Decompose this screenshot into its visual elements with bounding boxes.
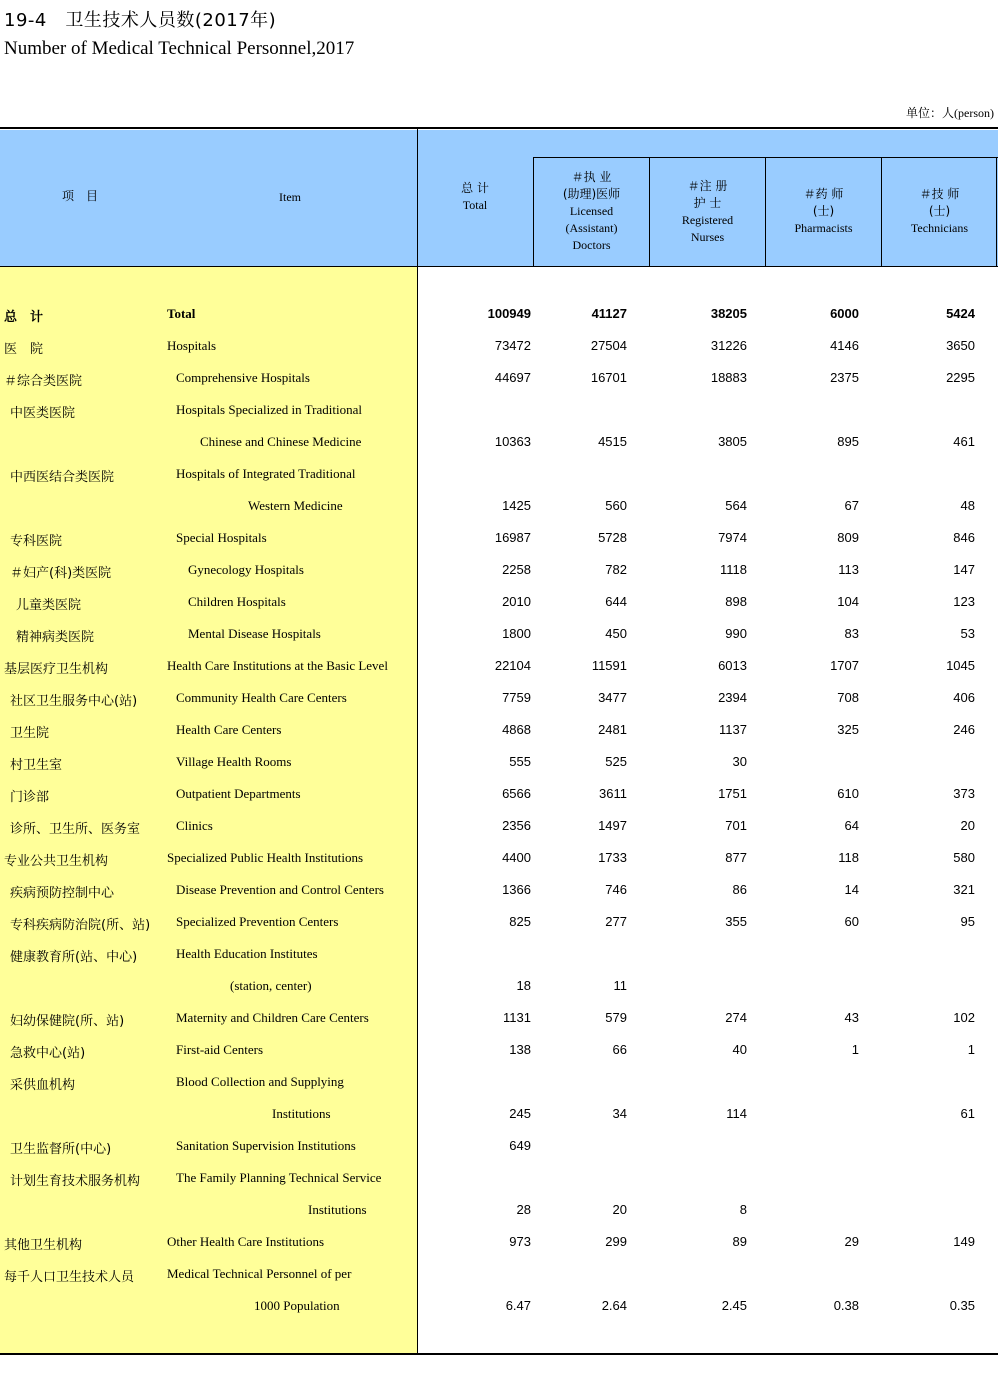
row-label-cn: 专科医院 <box>10 534 63 549</box>
cell-nurses: 114 <box>726 1106 747 1121</box>
row-label-cn: 急救中心(站) <box>10 1046 86 1061</box>
row-label-en: Medical Technical Personnel of per <box>167 1266 352 1281</box>
row-label-en: Disease Prevention and Control Centers <box>176 882 384 897</box>
row-label-en: (station, center) <box>230 978 312 993</box>
cell-pharmacists: 14 <box>844 882 859 897</box>
row-label-en: Special Hospitals <box>176 530 267 545</box>
cell-nurses: 38205 <box>710 306 747 321</box>
cell-nurses: 2.45 <box>721 1298 747 1313</box>
row-label-cn: 专业公共卫生机构 <box>4 854 109 869</box>
table-row <box>0 1226 998 1258</box>
table-row <box>0 970 998 1002</box>
cell-total: 7759 <box>502 690 531 705</box>
row-label-en: Hospitals <box>167 338 217 353</box>
cell-total: 16987 <box>494 530 531 545</box>
cell-pharmacists: 43 <box>844 1010 859 1025</box>
row-label-cn: 健康教育所(站、中心) <box>10 950 138 965</box>
row-label-cn: 医 院 <box>4 342 44 357</box>
cell-doctors: 644 <box>605 594 627 609</box>
cell-total: 973 <box>509 1234 531 1249</box>
cell-doctors: 27504 <box>590 338 627 353</box>
cell-technicians: 0.35 <box>949 1298 975 1313</box>
header-total: 总 计 Total <box>461 181 489 212</box>
row-label-en: Institutions <box>308 1202 367 1217</box>
cell-doctors: 5728 <box>598 530 627 545</box>
cell-pharmacists: 0.38 <box>833 1298 859 1313</box>
header-pharmacists: ＃药 师 (士) Pharmacists <box>794 187 853 235</box>
cell-technicians: 102 <box>953 1010 975 1025</box>
cell-total: 73472 <box>494 338 531 353</box>
row-label-cn: 社区卫生服务中心(站) <box>10 694 138 709</box>
cell-total: 10363 <box>494 434 531 449</box>
cell-doctors: 1733 <box>598 850 627 865</box>
row-label-cn: 总 计 <box>4 310 44 325</box>
table-row <box>0 458 998 490</box>
cell-doctors: 560 <box>605 498 627 513</box>
cell-total: 555 <box>509 754 531 769</box>
row-label-cn: 专科疾病防治院(所、站) <box>10 918 151 933</box>
cell-technicians: 3650 <box>946 338 975 353</box>
cell-total: 4400 <box>502 850 531 865</box>
cell-technicians: 1 <box>967 1042 975 1057</box>
table-row <box>0 682 998 714</box>
row-label-en: First-aid Centers <box>176 1042 264 1057</box>
cell-total: 44697 <box>494 370 531 385</box>
row-label-cn: 其他卫生机构 <box>4 1238 83 1253</box>
cell-pharmacists: 2375 <box>830 370 859 385</box>
cell-pharmacists: 83 <box>844 626 859 641</box>
row-label-en: Western Medicine <box>248 498 343 513</box>
cell-nurses: 31226 <box>710 338 747 353</box>
row-label-en: Chinese and Chinese Medicine <box>200 434 362 449</box>
cell-technicians: 61 <box>960 1106 975 1121</box>
table-row <box>0 906 998 938</box>
row-label-cn: 门诊部 <box>10 790 50 805</box>
table-row <box>0 1258 998 1290</box>
cell-doctors: 20 <box>612 1202 627 1217</box>
cell-technicians: 48 <box>960 498 975 513</box>
cell-pharmacists: 809 <box>837 530 859 545</box>
cell-doctors: 11591 <box>591 658 627 673</box>
cell-pharmacists: 6000 <box>830 306 859 321</box>
row-label-en: Clinics <box>176 818 213 833</box>
table-row <box>0 330 998 362</box>
cell-nurses: 355 <box>725 914 747 929</box>
table-row <box>0 490 998 522</box>
table-row <box>0 522 998 554</box>
row-label-cn: 计划生育技术服务机构 <box>10 1174 141 1189</box>
cell-technicians: 20 <box>960 818 975 833</box>
cell-total: 22104 <box>494 658 531 673</box>
cell-nurses: 1118 <box>720 562 747 577</box>
cell-pharmacists: 60 <box>844 914 859 929</box>
cell-total: 6566 <box>502 786 531 801</box>
table-row <box>0 1066 998 1098</box>
cell-nurses: 2394 <box>718 690 747 705</box>
cell-total: 18 <box>516 978 531 993</box>
unit-label <box>906 104 994 121</box>
cell-nurses: 30 <box>732 754 747 769</box>
cell-total: 649 <box>509 1138 531 1153</box>
cell-technicians: 246 <box>953 722 975 737</box>
table-row <box>0 874 998 906</box>
cell-doctors: 34 <box>612 1106 627 1121</box>
table-row <box>0 842 998 874</box>
cell-nurses: 877 <box>725 850 747 865</box>
row-label-en: Sanitation Supervision Institutions <box>176 1138 356 1153</box>
cell-technicians: 53 <box>960 626 975 641</box>
row-label-en: The Family Planning Technical Service <box>176 1170 382 1185</box>
cell-technicians: 5424 <box>946 306 975 321</box>
cell-total: 2356 <box>502 818 531 833</box>
cell-nurses: 274 <box>725 1010 747 1025</box>
row-label-cn: ＃综合类医院 <box>4 374 83 389</box>
header-bottom-rule <box>0 266 998 267</box>
row-label-en: Blood Collection and Supplying <box>176 1074 344 1089</box>
cell-nurses: 7974 <box>718 530 747 545</box>
table-row <box>0 554 998 586</box>
row-label-en: Specialized Prevention Centers <box>176 914 339 929</box>
cell-total: 28 <box>516 1202 531 1217</box>
cell-doctors: 3477 <box>598 690 627 705</box>
cell-total: 1800 <box>502 626 531 641</box>
cell-total: 6.47 <box>505 1298 531 1313</box>
cell-total: 100949 <box>487 306 531 321</box>
table-row <box>0 1002 998 1034</box>
row-label-en: Health Care Institutions at the Basic Level <box>167 658 388 673</box>
row-label-en: Health Education Institutes <box>176 946 318 961</box>
cell-pharmacists: 118 <box>838 850 859 865</box>
table-row <box>0 778 998 810</box>
page-title-en: Number of Medical Technical Personnel,2017 <box>4 38 355 59</box>
row-label-en: 1000 Population <box>254 1298 340 1313</box>
row-label-cn: ＃妇产(科)类医院 <box>10 566 112 581</box>
row-label-cn: 中西医结合类医院 <box>10 470 115 485</box>
unit-en: (person) <box>954 106 994 120</box>
cell-pharmacists: 64 <box>844 818 859 833</box>
cell-doctors: 66 <box>612 1042 627 1057</box>
cell-doctors: 2481 <box>598 722 627 737</box>
row-label-cn: 采供血机构 <box>10 1078 76 1093</box>
row-label-en: Community Health Care Centers <box>176 690 347 705</box>
cell-doctors: 579 <box>605 1010 627 1025</box>
cell-pharmacists: 1 <box>851 1042 859 1057</box>
cell-total: 1425 <box>502 498 531 513</box>
cell-technicians: 373 <box>953 786 975 801</box>
cell-pharmacists: 104 <box>837 594 859 609</box>
table-row <box>0 298 998 330</box>
page-title-cn: 19-4 卫生技术人员数(2017年) <box>4 10 277 31</box>
cell-doctors: 41127 <box>591 306 627 321</box>
row-label-cn: 疾病预防控制中心 <box>10 886 115 901</box>
cell-nurses: 1137 <box>719 722 747 737</box>
cell-technicians: 147 <box>953 562 975 577</box>
row-label-en: Specialized Public Health Institutions <box>167 850 364 865</box>
header-nurses: ＃注 册 护 士 Registered Nurses <box>681 179 734 244</box>
row-label-cn: 妇幼保健院(所、站) <box>10 1014 125 1029</box>
cell-nurses: 1751 <box>718 786 747 801</box>
cell-doctors: 16701 <box>590 370 627 385</box>
cell-nurses: 990 <box>725 626 747 641</box>
table-row <box>0 714 998 746</box>
cell-doctors: 299 <box>605 1234 627 1249</box>
cell-nurses: 8 <box>739 1202 747 1217</box>
row-label-en: Health Care Centers <box>176 722 282 737</box>
row-label-cn: 中医类医院 <box>10 406 76 421</box>
row-label-en: Village Health Rooms <box>176 754 292 769</box>
cell-nurses: 701 <box>725 818 747 833</box>
cell-technicians: 123 <box>953 594 975 609</box>
cell-total: 1131 <box>503 1010 531 1025</box>
cell-pharmacists: 325 <box>837 722 859 737</box>
table-row <box>0 1034 998 1066</box>
cell-pharmacists: 67 <box>844 498 859 513</box>
cell-pharmacists: 1707 <box>830 658 859 673</box>
table-row <box>0 362 998 394</box>
cell-doctors: 4515 <box>598 434 627 449</box>
cell-technicians: 461 <box>953 434 975 449</box>
table-row <box>0 1194 998 1226</box>
unit-cn: 单位：人 <box>906 106 955 120</box>
table-row <box>0 1130 998 1162</box>
cell-pharmacists: 29 <box>844 1234 859 1249</box>
header-item-cn: 项 目 <box>61 189 98 203</box>
cell-nurses: 564 <box>725 498 747 513</box>
cell-total: 825 <box>509 914 531 929</box>
cell-total: 4868 <box>502 722 531 737</box>
row-label-cn: 每千人口卫生技术人员 <box>4 1270 135 1285</box>
table-row <box>0 746 998 778</box>
cell-total: 1366 <box>502 882 531 897</box>
row-label-en: Maternity and Children Care Centers <box>176 1010 369 1025</box>
table-row <box>0 810 998 842</box>
cell-doctors: 1497 <box>598 818 627 833</box>
bottom-rule <box>0 1353 998 1355</box>
row-label-en: Institutions <box>272 1106 331 1121</box>
cell-doctors: 782 <box>605 562 627 577</box>
row-label-en: Gynecology Hospitals <box>188 562 304 577</box>
cell-doctors: 2.64 <box>601 1298 627 1313</box>
cell-technicians: 406 <box>953 690 975 705</box>
cell-technicians: 321 <box>953 882 975 897</box>
table-row <box>0 618 998 650</box>
row-label-cn: 村卫生室 <box>10 758 63 773</box>
header-doctors: ＃执 业 (助理)医师 Licensed (Assistant) Doctors <box>562 170 621 252</box>
cell-technicians: 1045 <box>946 658 975 673</box>
table-row <box>0 426 998 458</box>
cell-technicians: 95 <box>960 914 975 929</box>
cell-pharmacists: 895 <box>837 434 859 449</box>
row-label-cn: 儿童类医院 <box>16 598 82 613</box>
cell-pharmacists: 4146 <box>830 338 859 353</box>
cell-doctors: 277 <box>605 914 627 929</box>
row-label-en: Hospitals of Integrated Traditional <box>176 466 356 481</box>
top-rule <box>0 127 998 129</box>
header-technicians: ＃技 师 (士) Technicians <box>910 187 969 235</box>
header-item-en: Item <box>279 190 301 204</box>
cell-total: 245 <box>509 1106 531 1121</box>
cell-total: 2010 <box>502 594 531 609</box>
cell-nurses: 89 <box>732 1234 747 1249</box>
cell-technicians: 149 <box>953 1234 975 1249</box>
row-label-en: Other Health Care Institutions <box>167 1234 325 1249</box>
table-row <box>0 650 998 682</box>
row-label-en: Outpatient Departments <box>176 786 301 801</box>
row-label-cn: 卫生监督所(中心) <box>10 1142 112 1157</box>
cell-pharmacists: 708 <box>837 690 859 705</box>
cell-nurses: 40 <box>732 1042 747 1057</box>
cell-doctors: 525 <box>605 754 627 769</box>
cell-technicians: 846 <box>953 530 975 545</box>
cell-nurses: 3805 <box>718 434 747 449</box>
table-row <box>0 1098 998 1130</box>
cell-pharmacists: 610 <box>837 786 859 801</box>
table-row <box>0 394 998 426</box>
table-row <box>0 586 998 618</box>
cell-total: 2258 <box>502 562 531 577</box>
table-row <box>0 938 998 970</box>
table-row <box>0 1162 998 1194</box>
cell-nurses: 18883 <box>710 370 747 385</box>
cell-technicians: 2295 <box>946 370 975 385</box>
cell-doctors: 746 <box>605 882 627 897</box>
row-label-cn: 诊所、卫生所、医务室 <box>10 822 141 837</box>
cell-doctors: 450 <box>605 626 627 641</box>
row-label-en: Children Hospitals <box>188 594 286 609</box>
row-label-en: Hospitals Specialized in Traditional <box>176 402 362 417</box>
row-label-cn: 卫生院 <box>10 726 50 741</box>
row-label-cn: 精神病类医院 <box>16 630 95 645</box>
row-label-en: Mental Disease Hospitals <box>188 626 321 641</box>
cell-nurses: 86 <box>732 882 747 897</box>
cell-doctors: 11 <box>613 978 627 993</box>
cell-nurses: 6013 <box>718 658 747 673</box>
table-row <box>0 1290 998 1322</box>
cell-pharmacists: 113 <box>838 562 859 577</box>
row-label-cn: 基层医疗卫生机构 <box>4 662 109 677</box>
cell-technicians: 580 <box>953 850 975 865</box>
row-label-en: Comprehensive Hospitals <box>176 370 310 385</box>
cell-nurses: 898 <box>725 594 747 609</box>
cell-doctors: 3611 <box>599 786 627 801</box>
cell-total: 138 <box>509 1042 531 1057</box>
row-label-en: Total <box>167 306 196 321</box>
